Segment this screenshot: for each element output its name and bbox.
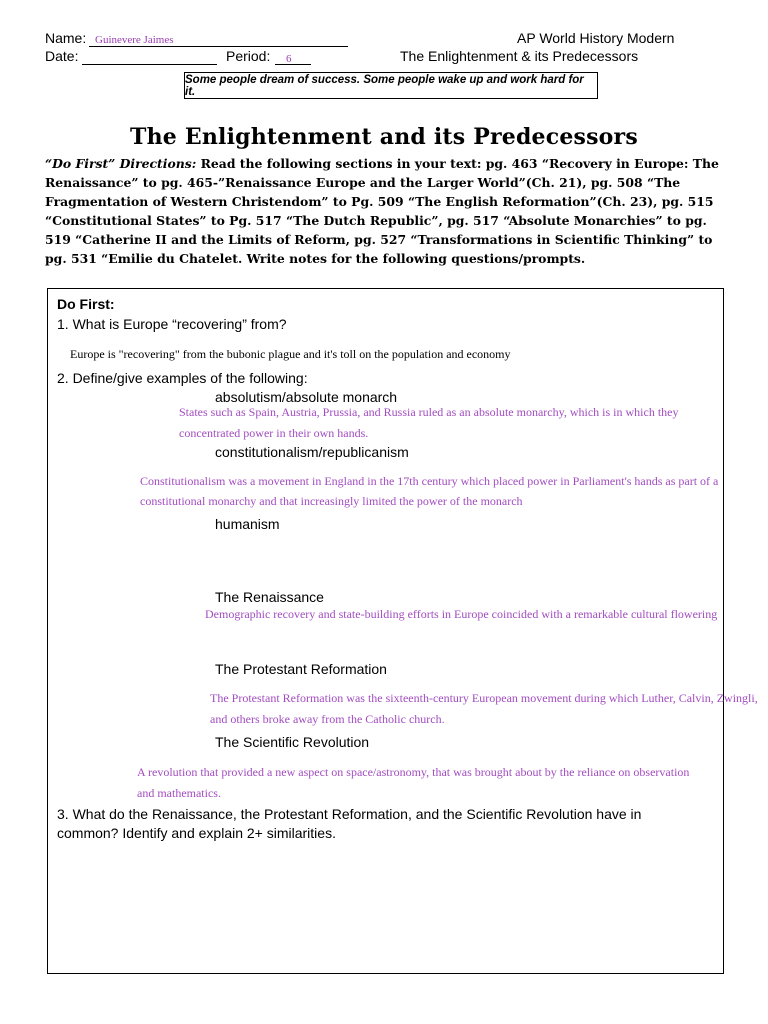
worksheet-box bbox=[47, 288, 758, 974]
question-3-line2: common? Identify and explain 2+ similarities. bbox=[57, 825, 336, 841]
directions-lead: “Do First” Directions: bbox=[45, 156, 197, 171]
question-3-line1: 3. What do the Renaissance, the Protestant Reformation, and the Scientific Revolution have in bbox=[57, 806, 642, 822]
date-label: Date: bbox=[45, 48, 79, 64]
answer-absolutism[interactable]: States such as Spain, Austria, Prussia, and Russia ruled as an absolute monarchy, which is in which they concentrated power in their own hands. bbox=[179, 405, 679, 440]
unit-title: The Enlightenment & its Predecessors bbox=[400, 48, 639, 64]
course-title: AP World History Modern bbox=[517, 30, 675, 46]
name-value: Guinevere Jaimes bbox=[95, 34, 174, 46]
answer-scientific-revolution[interactable]: A revolution that provided a new aspect on space/astronomy, that was brought about by the reliance on observation and mathematics. bbox=[137, 765, 690, 800]
date-field[interactable] bbox=[82, 49, 217, 65]
term-humanism: humanism bbox=[215, 516, 280, 532]
page-title: The Enlightenment and its Predecessors bbox=[130, 124, 638, 150]
name-label: Name: bbox=[45, 30, 87, 46]
answer-3-area[interactable] bbox=[57, 849, 712, 964]
name-field[interactable] bbox=[89, 30, 348, 47]
term-absolutism: absolutism/absolute monarch bbox=[215, 389, 398, 405]
period-value: 6 bbox=[286, 53, 292, 65]
period-field[interactable] bbox=[275, 49, 311, 65]
term-scientific-revolution: The Scientific Revolution bbox=[215, 734, 370, 750]
term-reformation: The Protestant Reformation bbox=[215, 661, 387, 677]
directions bbox=[45, 154, 735, 268]
answer-renaissance[interactable]: Demographic recovery and state-building efforts in Europe coincided with a remarkable cultural flowering bbox=[205, 607, 718, 621]
do-first-heading: Do First: bbox=[57, 296, 115, 312]
question-1: 1. What is Europe “recovering” from? bbox=[57, 316, 287, 332]
directions-text: Read the following sections in your text: pg. 463 “Recovery in Europe: The Renaissance” to pg. 465-”Renaissance Europe and the Larger World”(Ch. 21), pg. 508 “The Fragmentation of Western Christendom” to Pg. 509 “The English Reformation”(Ch. 23), pg. 515 “Constitutional States” to Pg. 517 “The Dutch Republic”, pg. 517 “Absolute Monarchies” to pg. 519 “Catherine II and the Limits of Reform, pg. 527 “Transformations in Scientific Thinking” to pg. 531 “Emilie du Chatelet. Write notes for the following questions/prompts. bbox=[45, 156, 719, 266]
answer-reformation[interactable]: The Protestant Reformation was the sixteenth-century European movement during which Luther, Calvin, Zwingli, and others broke away from the Catholic church. bbox=[210, 691, 758, 726]
motivational-quote: Some people dream of success. Some people wake up and work hard for it. bbox=[184, 72, 598, 99]
term-renaissance: The Renaissance bbox=[215, 589, 324, 605]
answer-1[interactable]: Europe is "recovering" from the bubonic plague and it's toll on the population and economy bbox=[70, 347, 511, 361]
term-constitutionalism: constitutionalism/republicanism bbox=[215, 444, 409, 460]
question-2: 2. Define/give examples of the following: bbox=[57, 370, 308, 386]
period-label: Period: bbox=[226, 48, 271, 64]
answer-constitutionalism[interactable]: Constitutionalism was a movement in England in the 17th century which placed power in Parliament's hands as part of a constitutional monarchy and that increasingly limited the power of the monarch bbox=[140, 474, 719, 508]
